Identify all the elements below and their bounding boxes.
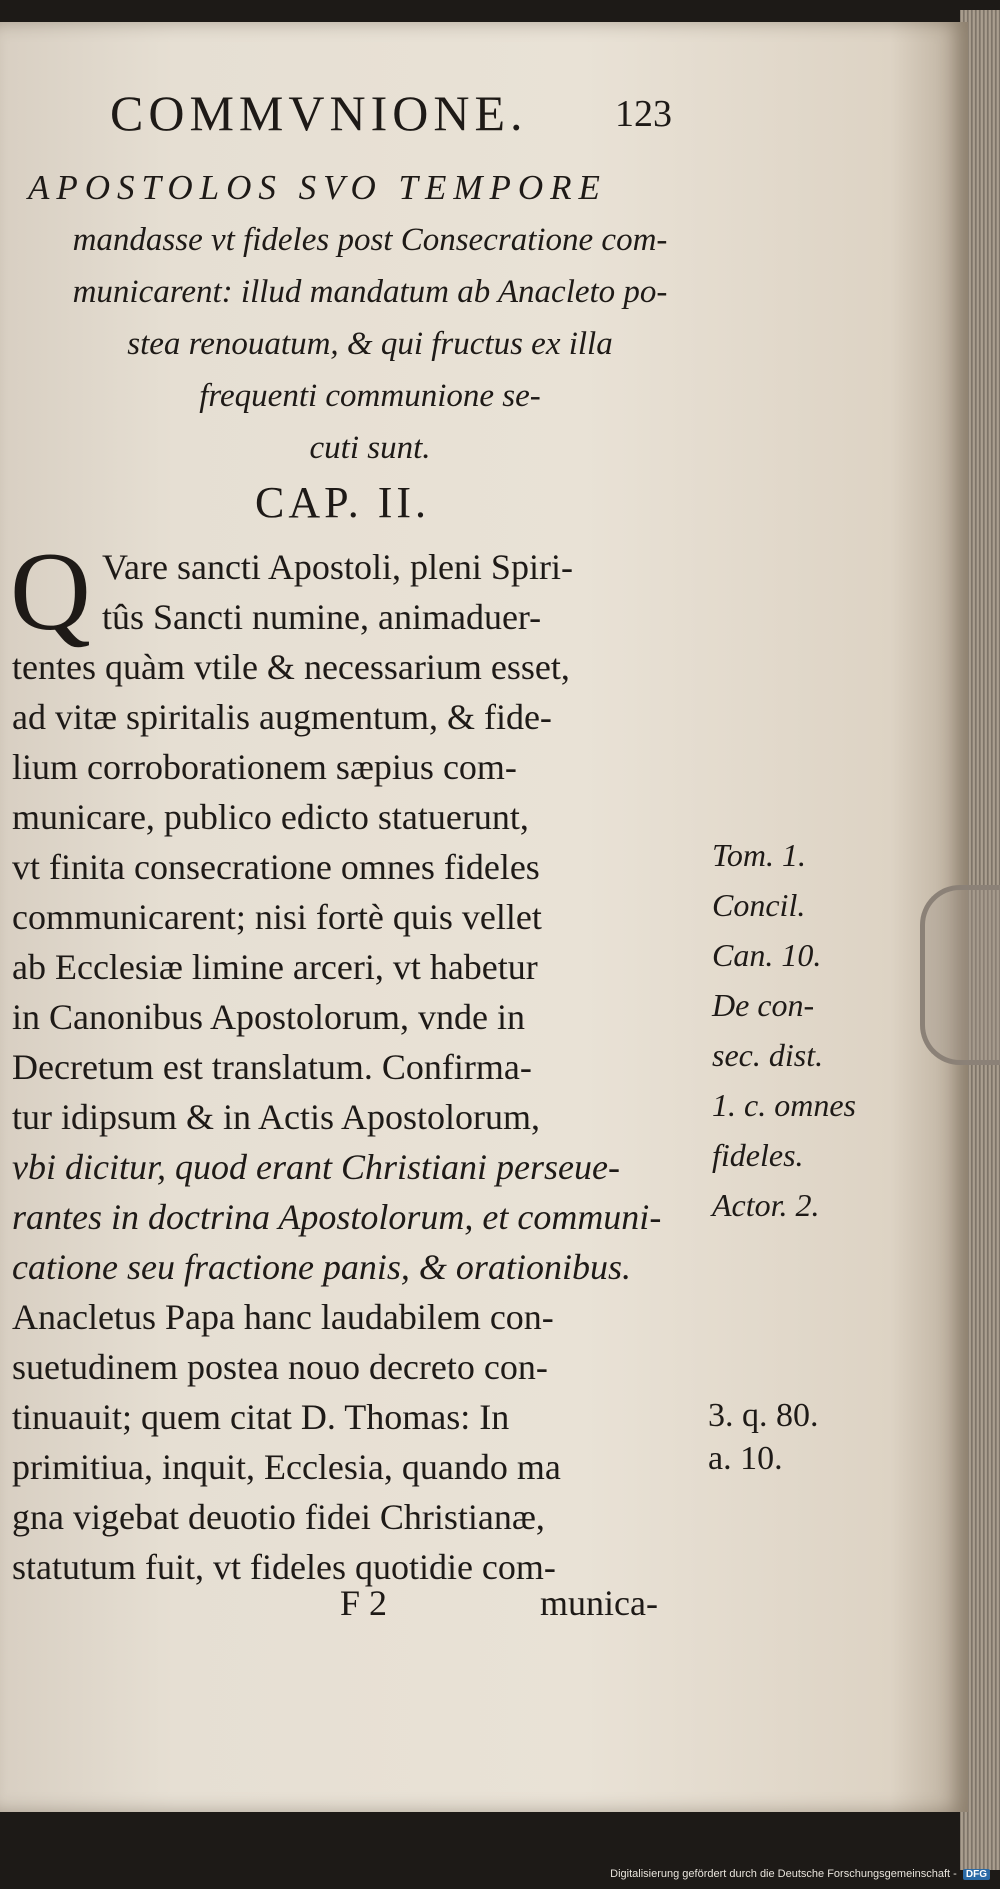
rubric-line: APOSTOLOS SVO TEMPORE bbox=[28, 168, 607, 207]
text-line: ad vitæ spiritalis augmentum, & fide- bbox=[12, 697, 552, 737]
text-line: tentes quàm vtile & necessarium esset, bbox=[12, 647, 570, 687]
body-text bbox=[10, 530, 712, 1592]
text-line: in Canonibus Apostolorum, vnde in bbox=[12, 997, 525, 1037]
text-line: gna vigebat deuotio fidei Christianæ, bbox=[12, 1497, 545, 1537]
text-line: statutum fuit, vt fideles quotidie com- bbox=[12, 1547, 556, 1587]
text-line: Vare sancti Apostoli, pleni Spiri- bbox=[102, 547, 573, 587]
margin-note: Actor. 2. bbox=[712, 1187, 820, 1223]
margin-note: Concil. bbox=[712, 887, 806, 923]
text-line: tur idipsum & in Actis Apostolorum, bbox=[12, 1097, 541, 1137]
digitization-credit bbox=[610, 1868, 990, 1880]
text-line: vbi dicitur, quod erant Christiani perseue- bbox=[12, 1147, 620, 1187]
text-line: rantes in doctrina Apostolorum, et communi- bbox=[12, 1197, 662, 1237]
catchword: munica- bbox=[540, 1583, 658, 1623]
book-clasp bbox=[920, 885, 1000, 1065]
page-number: 123 bbox=[615, 93, 672, 135]
text-line: vt finita consecratione omnes fideles bbox=[12, 847, 540, 887]
text-line: ab Ecclesiæ limine arceri, vt habetur bbox=[12, 947, 538, 987]
drop-capital: Q bbox=[10, 530, 91, 654]
margin-note: 1. c. omnes bbox=[712, 1087, 856, 1123]
margin-note: 3. q. 80. bbox=[708, 1397, 819, 1434]
text-line: catione seu fractione panis, & orationibus. bbox=[12, 1247, 631, 1287]
margin-note: Tom. 1. bbox=[712, 837, 806, 873]
text-line: municare, publico edicto statuerunt, bbox=[12, 797, 529, 837]
rubric-line: municarent: illud mandatum ab Anacleto po- bbox=[72, 274, 668, 310]
rubric-line: cuti sunt. bbox=[309, 430, 431, 466]
rubric-line: stea renouatum, & qui fructus ex illa bbox=[127, 326, 613, 362]
margin-note: De con- bbox=[712, 987, 815, 1023]
text-line: lium corroborationem sæpius com- bbox=[12, 747, 517, 787]
credit-text: Digitalisierung gefördert durch die Deutsche Forschungsgemeinschaft - bbox=[610, 1868, 957, 1880]
text-line: Decretum est translatum. Confirma- bbox=[12, 1047, 532, 1087]
book-page bbox=[0, 22, 968, 1812]
running-title: COMMVNIONE. bbox=[110, 85, 528, 141]
text-line: tinuauit; quem citat D. Thomas: In bbox=[12, 1397, 510, 1437]
chapter-rubric bbox=[10, 162, 730, 474]
margin-note: sec. dist. bbox=[712, 1037, 824, 1073]
text-line: communicarent; nisi fortè quis vellet bbox=[12, 897, 542, 937]
dfg-logo-icon: DFG bbox=[963, 1869, 990, 1880]
text-line: tûs Sancti numine, animaduer- bbox=[102, 597, 542, 637]
margin-note: Can. 10. bbox=[712, 937, 822, 973]
rubric-line: mandasse vt fideles post Consecratione com- bbox=[72, 222, 668, 258]
margin-note: a. 10. bbox=[708, 1440, 783, 1477]
text-line: suetudinem postea nouo decreto con- bbox=[12, 1347, 548, 1387]
signature-mark: F 2 bbox=[340, 1583, 388, 1623]
chapter-heading: CAP. II. bbox=[255, 478, 431, 527]
text-line: Anacletus Papa hanc laudabilem con- bbox=[12, 1297, 554, 1337]
rubric-line: frequenti communione se- bbox=[199, 378, 541, 414]
margin-note: fideles. bbox=[712, 1137, 804, 1173]
text-line: primitiua, inquit, Ecclesia, quando ma bbox=[12, 1447, 561, 1487]
